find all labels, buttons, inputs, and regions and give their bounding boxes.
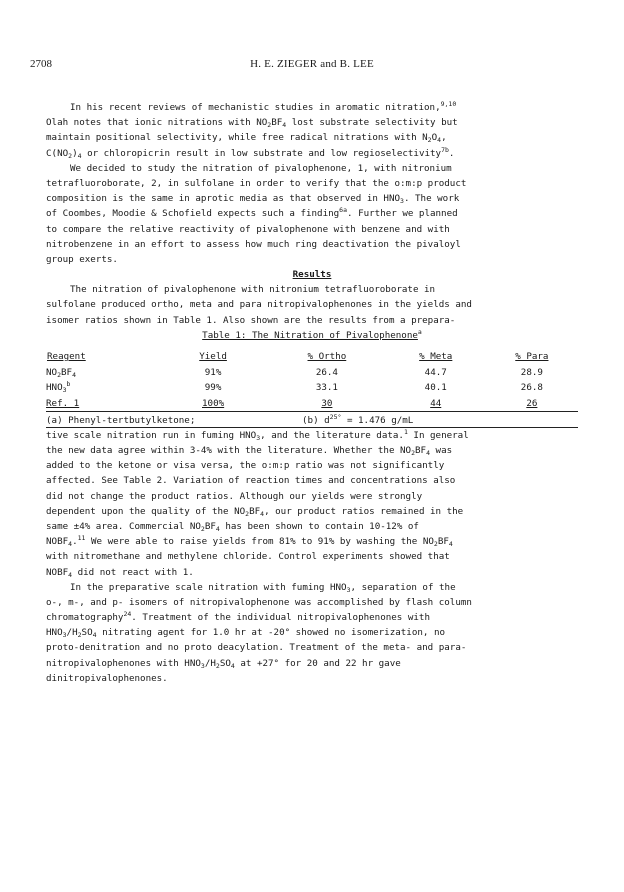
paragraph-aims: We decided to study the nitration of pivalophenone, 1, with nitronium tetrafluoroborate, 2, in sulfolane in order to verify that the o:m:p product composition is the same in aprotic media as that observed in $HNO_3$. The work of Coombes, Moodie & Schofield expects such a finding$^{6a}$. Further we planned to compare the relative reactivity of pivalophenone with benzene and with nitrobenzene in an effort to assess how much ring deactivation the pivaloyl group exerts. xyxy=(46,162,467,265)
section-heading-results: Results xyxy=(292,269,332,281)
col-header: % Ortho xyxy=(307,351,347,362)
table-row: $HNO_3^b$ 99% 33.1 40.1 26.8 xyxy=(46,380,543,395)
nitration-table xyxy=(46,348,578,411)
running-authors: H. E. ZIEGER and B. LEE xyxy=(250,58,374,70)
table-caption: Table 1: The Nitration of Pivalophenone$^a$ xyxy=(202,327,422,341)
table-header-row xyxy=(46,348,578,365)
paragraph-discussion: tive scale nitration run in fuming $HNO_3$, and the literature data.$^1$ In general the new data agree within 3-4% with the literature. Whether the $NO_2BF_4$ was added to the ketone or visa versa, the o:m:p ratio was not significantly affected. See Table 2. Variation of reaction times and concentrations also did not change the product ratios. Although our yields were strongly dependent upon the quality of the $NO_2BF_4$, our product ratios remained in the same ±4% area. Commercial $NO_2BF_4$ has been shown to contain 10-12% of $NOBF_4.^{11}$ We were able to raise yields from 81% to 91% by washing the $NO_2BF_4$ with nitromethane and methylene chloride. Control experiments showed that $NOBF_4$ did not react with 1. xyxy=(46,427,469,579)
col-header: Yield xyxy=(199,351,227,362)
article-body xyxy=(46,100,578,686)
page-number: 2708 xyxy=(30,58,52,70)
paragraph-results: The nitration of pivalophenone with nitronium tetrafluoroborate in sulfolane produced ortho, meta and para nitropivalophenones in the yields and isomer ratios shown in Table 1. Also shown are the results from a prepara- xyxy=(46,284,472,326)
footnote-a: (a) Phenyl-tertbutylketone; xyxy=(46,414,196,426)
running-header xyxy=(0,58,624,74)
col-header: % Para xyxy=(515,351,549,362)
col-header: Reagent xyxy=(47,351,86,362)
footnote-b: (b) $d^{25^\circ} = 1.476$ g/mL xyxy=(302,412,414,426)
table-row: $NO_2BF_4$ 91% 26.4 44.7 28.9 xyxy=(46,367,543,380)
col-header: % Meta xyxy=(419,351,453,362)
paragraph-intro: In his recent reviews of mechanistic studies in aromatic nitration,$^{9,10}$ Olah notes that ionic nitrations with $NO_2BF_4$ lost substrate selectivity but maintain positional selectivity, while free radical nitrations with $N_2O_4$, $C(NO_2)_4$ or chloropicrin result in low substrate and low regioselectivity$^{7b}$. xyxy=(46,100,458,160)
table-row: Ref. 1 100% 30 44 26 xyxy=(46,397,538,409)
table-footnotes xyxy=(46,411,578,428)
paragraph-preparative: In the preparative scale nitration with fuming $HNO_3$, separation of the o-, m-, and p- isomers of nitropivalophenone was accomplished by flash column chromatography$^{24}$. Treatment of the individual nitropivalophenones with $HNO_3/H_2SO_4$ nitrating agent for 1.0 hr at -20° showed no isomerization, no proto-denitration and no proto deacylation. Treatment of the meta- and para- nitropivalophenones with $HNO_3/H_2SO_4$ at +27° for 20 and 22 hr gave dinitropivalophenones. xyxy=(46,581,472,684)
